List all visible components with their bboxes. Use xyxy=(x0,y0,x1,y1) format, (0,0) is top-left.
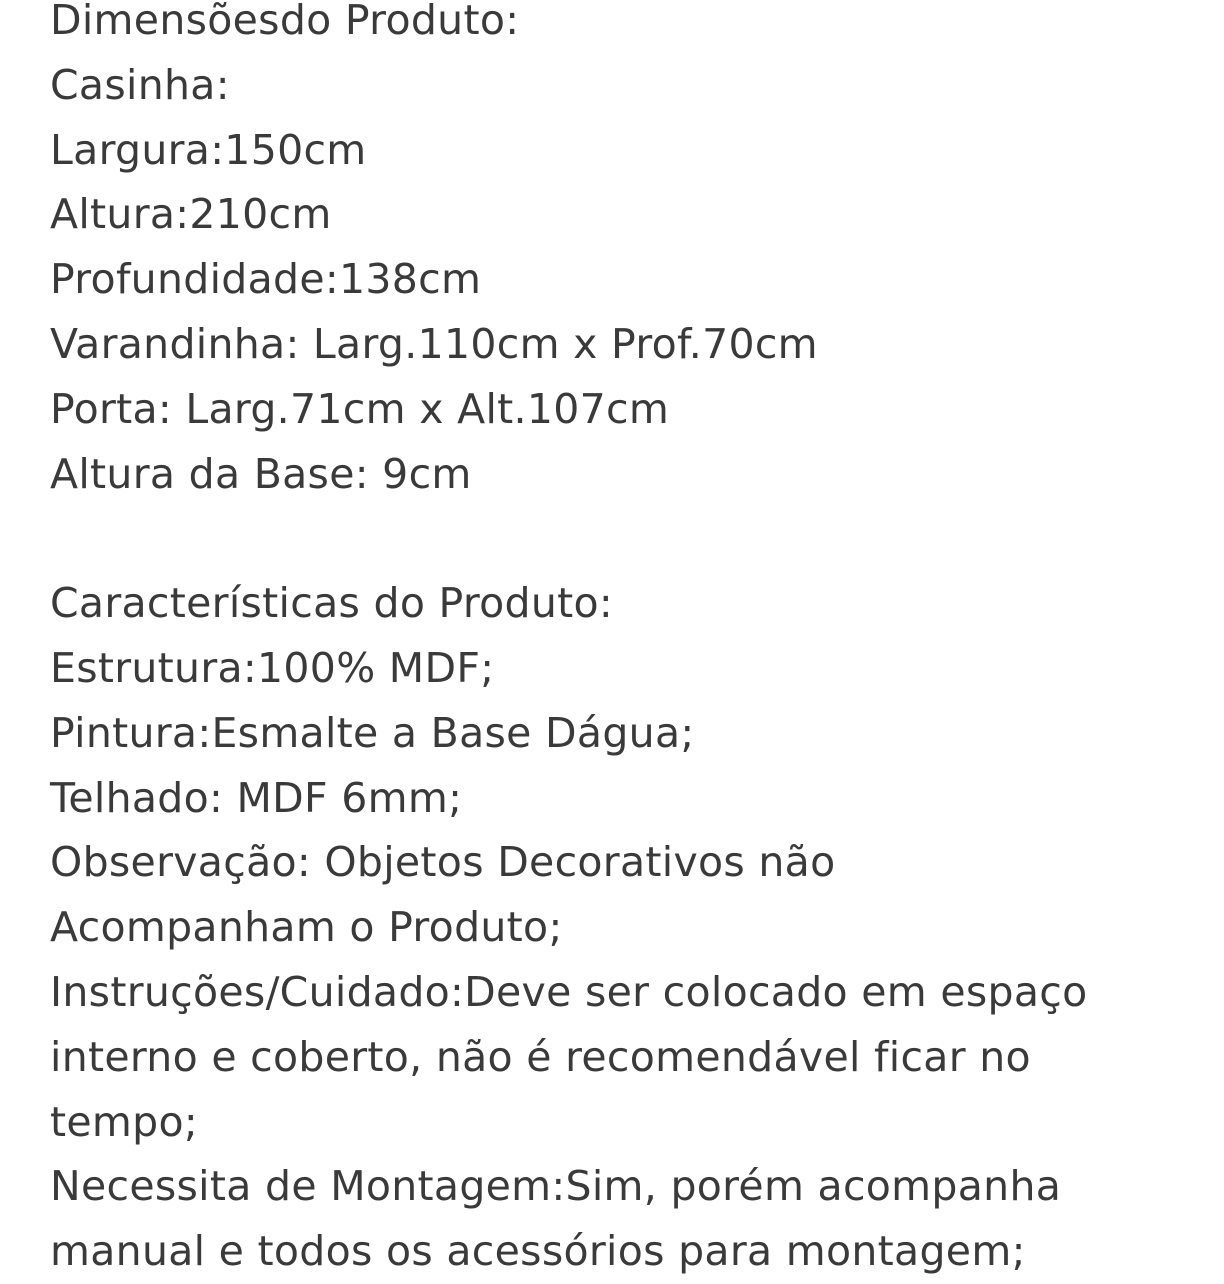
characteristics-section xyxy=(50,571,1210,1284)
structure-line: Estrutura:100% MDF; xyxy=(50,643,495,692)
porch-line: Varandinha: Larg.110cm x Prof.70cm xyxy=(50,319,818,368)
assembly-line-1: Necessita de Montagem:Sim, porém acompanha xyxy=(50,1162,1062,1211)
width-line: Largura:150cm xyxy=(50,125,367,174)
observation-line-1: Observação: Objetos Decorativos não xyxy=(50,838,836,887)
dimensions-section xyxy=(50,0,1210,506)
observation-line-2: Acompanham o Produto; xyxy=(50,903,563,952)
door-line: Porta: Larg.71cm x Alt.107cm xyxy=(50,384,670,433)
base-height-line: Altura da Base: 9cm xyxy=(50,449,472,498)
roof-line: Telhado: MDF 6mm; xyxy=(50,773,463,822)
house-subheading: Casinha: xyxy=(50,60,230,109)
section-spacer xyxy=(50,506,1210,571)
care-line-1: Instruções/Cuidado:Deve ser colocado em espaço xyxy=(50,967,1088,1016)
dimensions-heading: Dimensõesdo Produto: xyxy=(50,0,520,44)
characteristics-heading: Características do Produto: xyxy=(50,579,613,628)
height-line: Altura:210cm xyxy=(50,190,332,239)
assembly-line-2: manual e todos os acessórios para montagem; xyxy=(50,1227,1026,1276)
care-line-3: tempo; xyxy=(50,1097,198,1146)
depth-line: Profundidade:138cm xyxy=(50,255,482,304)
product-description xyxy=(50,0,1210,1284)
paint-line: Pintura:Esmalte a Base Dágua; xyxy=(50,708,695,757)
care-line-2: interno e coberto, não é recomendável ficar no xyxy=(50,1032,1031,1081)
